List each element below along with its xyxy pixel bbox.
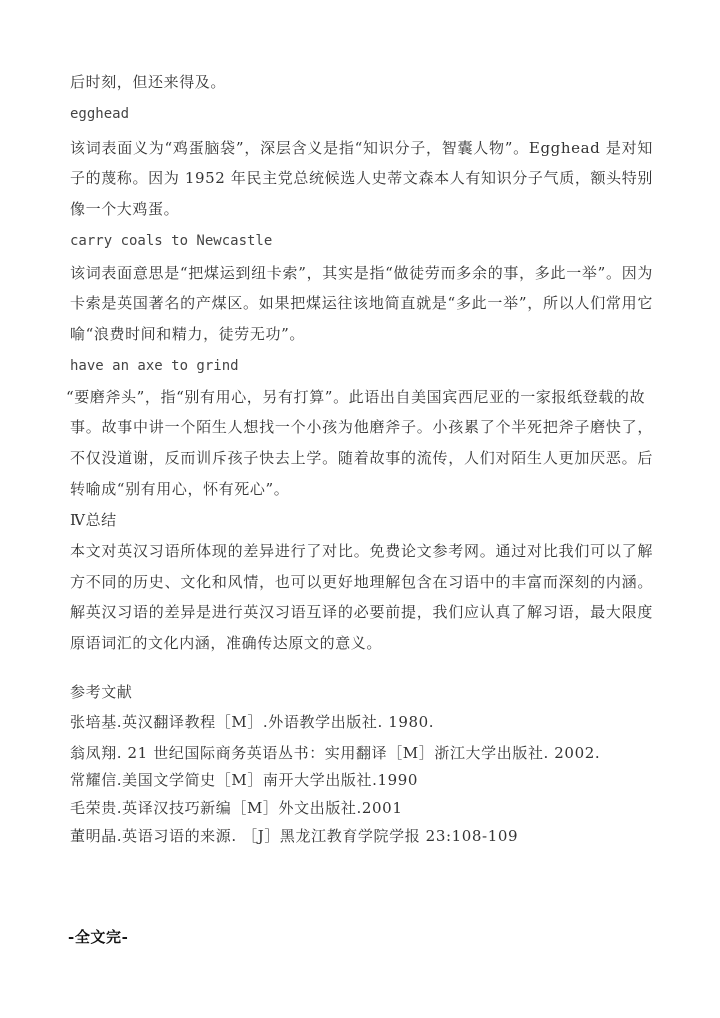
reference-item: 翁凤翔. 21 世纪国际商务英语丛书：实用翻译［M］浙江大学出版社. 2002. [70, 744, 601, 762]
paragraph-line: 事。故事中讲一个陌生人想找一个小孩为他磨斧子。小孩累了个半死把斧子磨快了， [70, 418, 653, 436]
paragraph-line: 方不同的历史、文化和风情，也可以更好地理解包含在习语中的丰富而深刻的内涵。 [70, 573, 653, 591]
paragraph-line: 不仅没道谢，反而训斥孩子快去上学。随着故事的流传，人们对陌生人更加厌恶。后 [70, 449, 653, 467]
paragraph-line: 转喻成“别有用心，怀有死心”。 [70, 480, 290, 498]
idiom-term-egghead: egghead [70, 106, 130, 122]
paragraph-line: 像一个大鸡蛋。 [70, 200, 180, 218]
paragraph-line: 卡索是英国著名的产煤区。如果把煤运往该地简直就是“多此一举”，所以人们常用它 [70, 294, 653, 312]
paragraph-line: 子的蔑称。因为 1952 年民主党总统候选人史蒂文森本人有知识分子气质，额头特别 [70, 169, 653, 187]
section-heading-summary: Ⅳ总结 [70, 511, 117, 529]
reference-item: 张培基.英汉翻译教程［M］.外语教学出版社. 1980. [70, 713, 435, 731]
paragraph-line: 本文对英汉习语所体现的差异进行了对比。免费论文参考网。通过对比我们可以了解 [70, 542, 653, 560]
paragraph-line: “要磨斧头”，指“别有用心，另有打算”。此语出自美国宾西尼亚的一家报纸登载的故 [66, 388, 646, 406]
paragraph-line: 该词表面义为“鸡蛋脑袋”，深层含义是指“知识分子，智囊人物”。Egghead 是对知 [70, 139, 653, 157]
paragraph-line: 原语词汇的文化内涵，准确传达原文的意义。 [70, 634, 383, 652]
paragraph-line: 该词表面意思是“把煤运到纽卡索”，其实是指“做徒劳而多余的事，多此一举”。因为 [70, 264, 653, 282]
references-heading: 参考文献 [70, 683, 133, 701]
reference-item: 常耀信.美国文学简史［M］南开大学出版社.1990 [70, 771, 419, 789]
reference-item: 董明晶.英语习语的来源. ［J］黑龙江教育学院学报 23:108-109 [70, 827, 519, 845]
paragraph-line: 解英汉习语的差异是进行英汉习语互译的必要前提，我们应认真了解习语，最大限度 [70, 603, 653, 621]
end-of-document-mark: -全文完- [68, 928, 129, 946]
reference-item: 毛荣贵.英译汉技巧新编［M］外文出版社.2001 [70, 799, 403, 817]
paragraph-line: 喻“浪费时间和精力，徒劳无功”。 [70, 325, 305, 343]
intro-line: 后时刻，但还来得及。 [70, 73, 227, 91]
idiom-term-coals: carry coals to Newcastle [70, 233, 273, 249]
idiom-term-axe: have an axe to grind [70, 358, 239, 374]
